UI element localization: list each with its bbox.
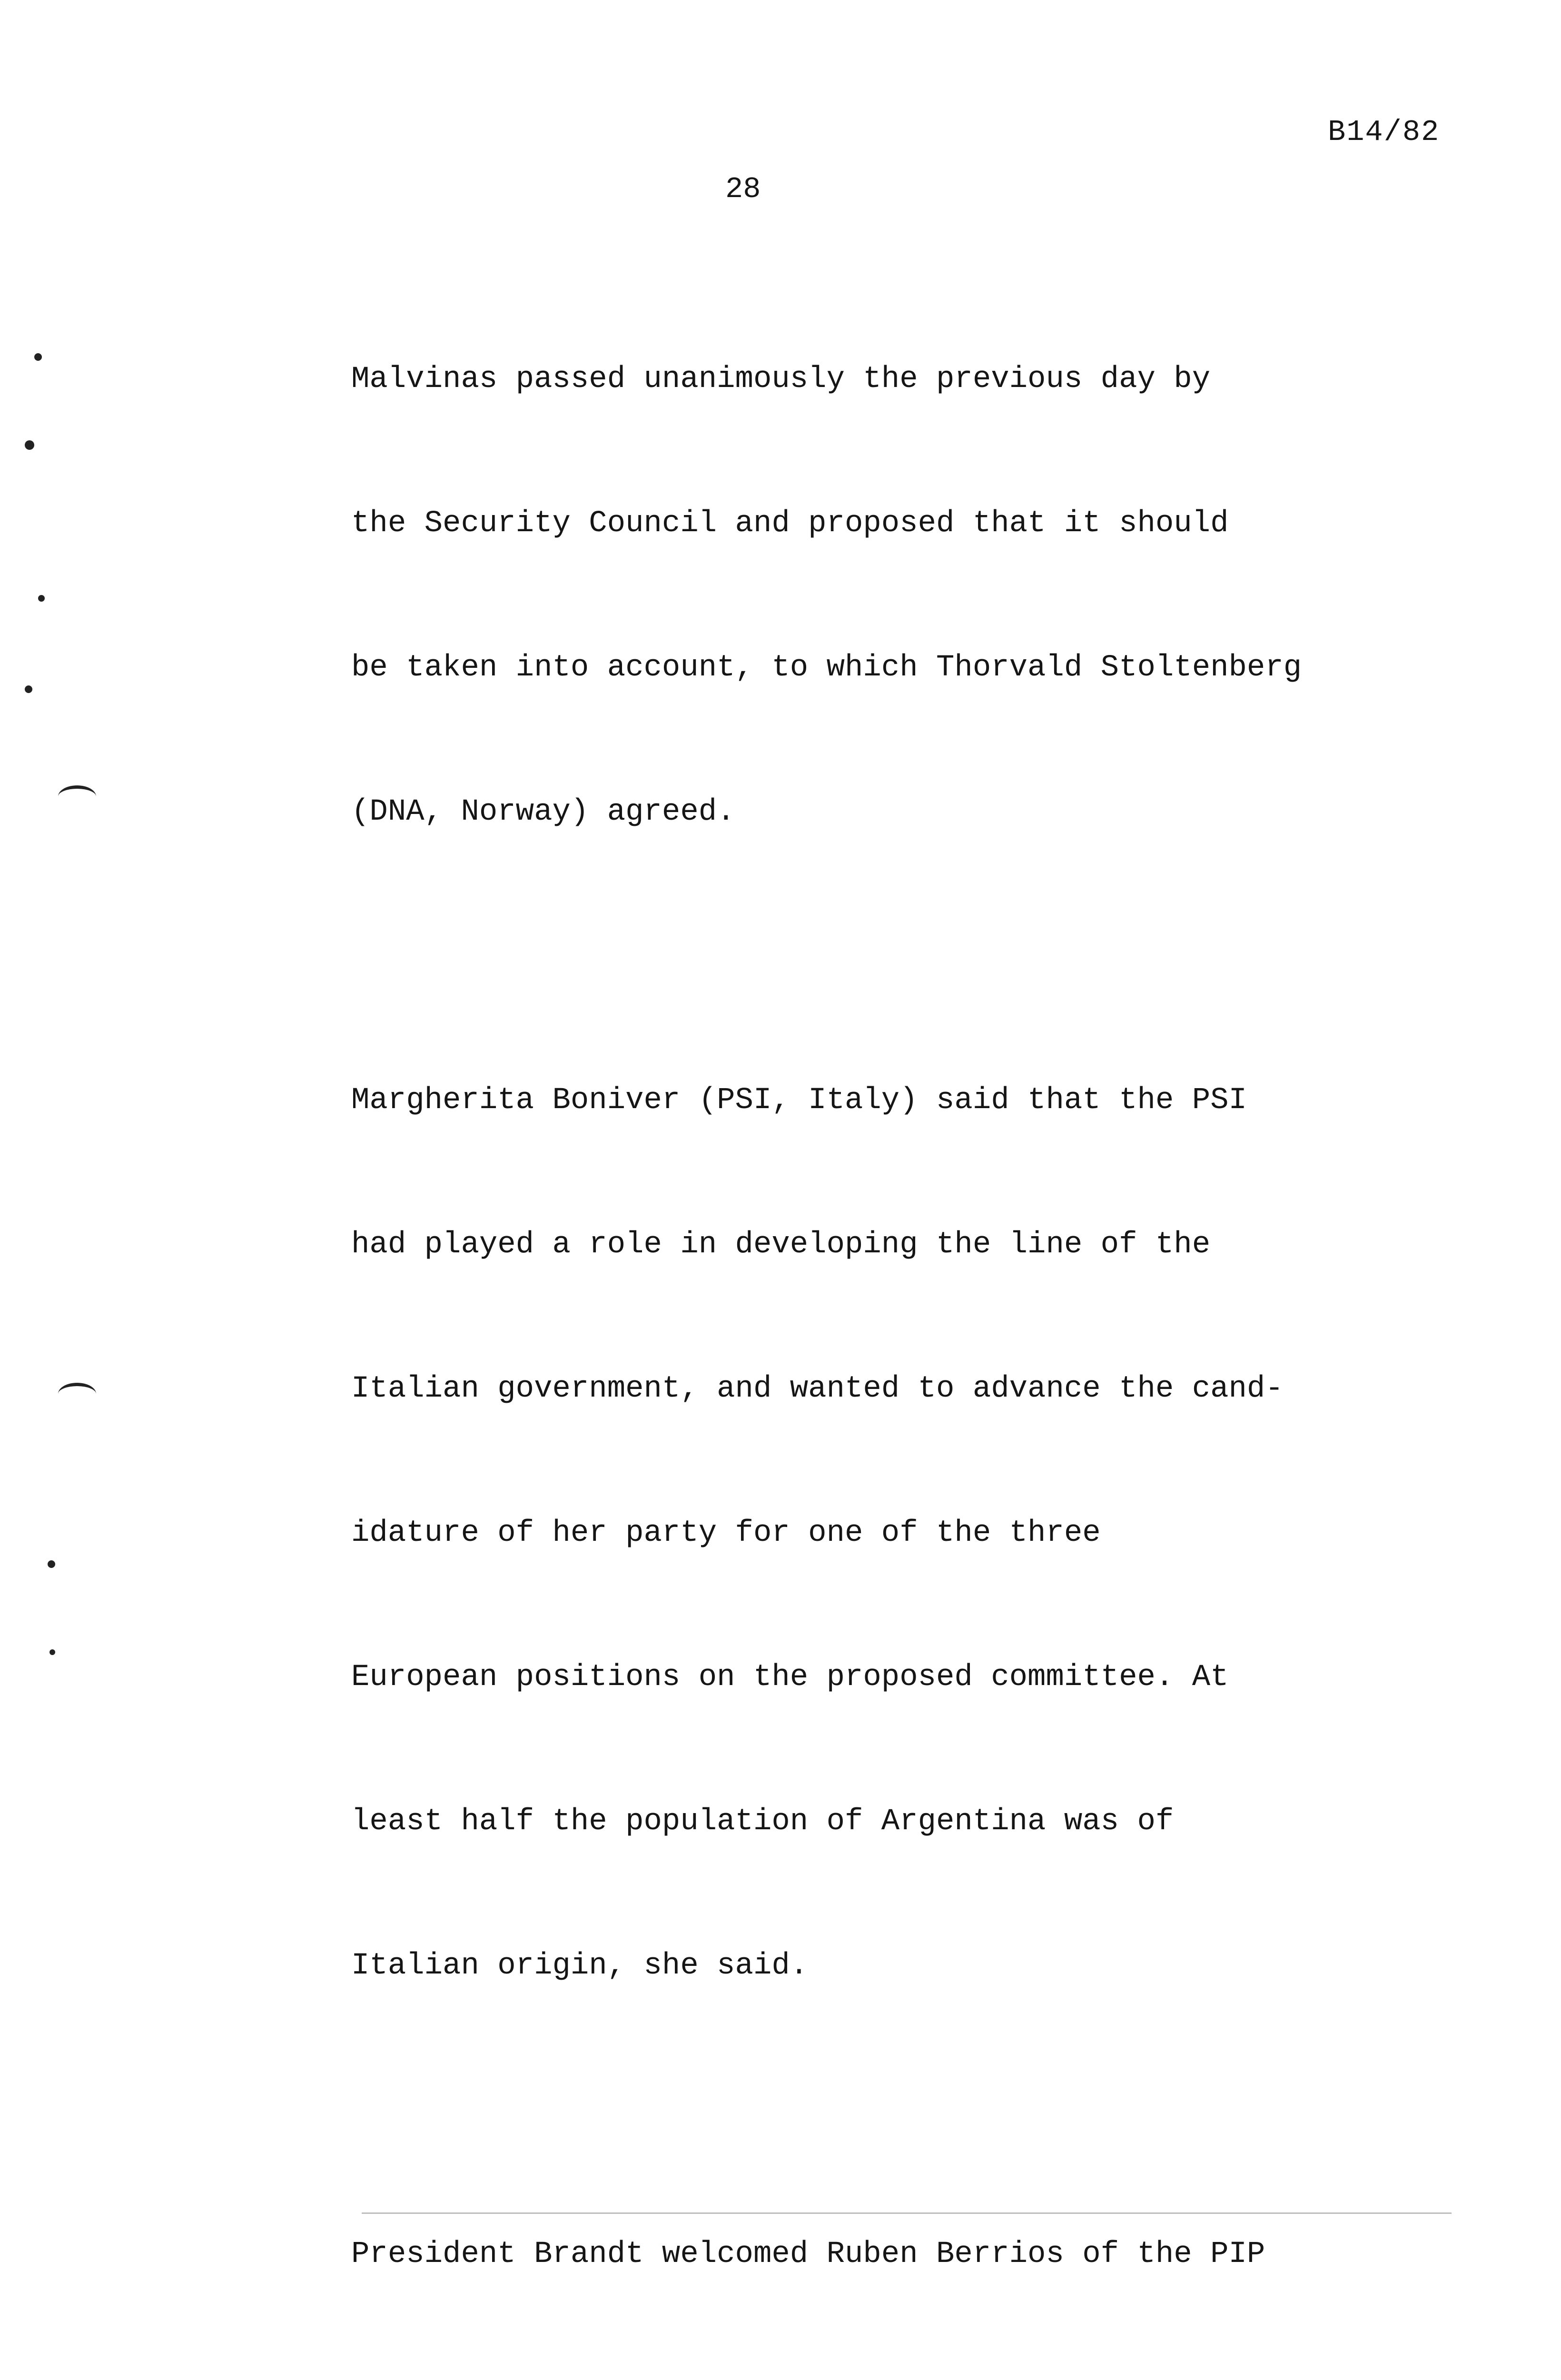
text-line: President Brandt welcomed Ruben Berrios of the PIP [351,2237,1265,2271]
scan-dot-mark [49,1649,55,1655]
paragraph [351,259,1531,932]
scan-dot-mark [25,440,34,450]
text-line: idature of her party for one of the three [351,1516,1101,1550]
text-line [351,2375,1531,2380]
text-line: Italian government, and wanted to advance the cand- [351,1372,1284,1406]
text-line: the Security Council and proposed that it should [351,506,1229,541]
text-line: least half the population of Argentina was of [351,1805,1174,1839]
page-number: 28 [725,172,761,206]
scan-dot-mark [48,1560,55,1568]
scan-arc-mark [58,1383,96,1405]
scan-dot-mark [38,595,45,602]
document-reference: B14/82 [1328,115,1440,149]
document-body [351,259,1531,2380]
scan-bottom-edge-line [362,2212,1452,2214]
text-line: had played a role in developing the line of the [351,1228,1211,1262]
text-line: Italian origin, she said. [351,1949,809,1983]
text-line: (DNA, Norway) agreed. [351,795,735,829]
text-line: Malvinas passed unanimously the previous day by [351,362,1211,397]
scan-dot-mark [34,353,42,361]
scan-dot-mark [25,685,32,693]
text-line: Margherita Boniver (PSI, Italy) said that the PSI [351,1083,1247,1118]
paragraph [351,2134,1531,2380]
paragraph [351,981,1531,2086]
text-line: European positions on the proposed committee. At [351,1660,1229,1695]
text-line: be taken into account, to which Thorvald Stoltenberg [351,651,1302,685]
scan-arc-mark [58,785,96,808]
